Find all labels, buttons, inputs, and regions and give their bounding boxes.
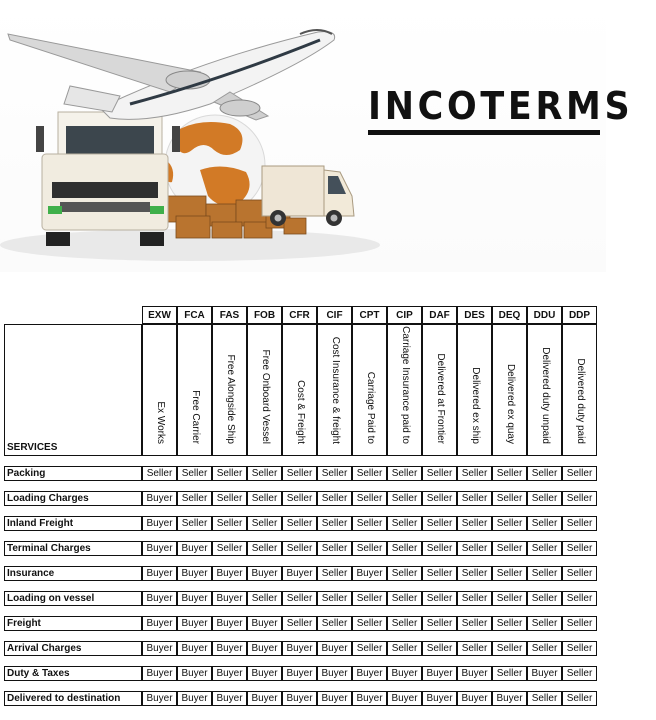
responsibility-cell: Seller (282, 541, 317, 556)
van-icon (262, 166, 354, 226)
responsibility-cell: Seller (562, 616, 597, 631)
responsibility-cell: Buyer (247, 641, 282, 656)
row-gap (4, 506, 597, 516)
responsibility-cell: Seller (352, 541, 387, 556)
responsibility-cell: Seller (282, 491, 317, 506)
row-gap (4, 556, 597, 566)
responsibility-cell: Buyer (282, 666, 317, 681)
responsibility-cell: Buyer (282, 641, 317, 656)
responsibility-cell: Buyer (247, 566, 282, 581)
responsibility-cell: Buyer (247, 666, 282, 681)
title-wrap (368, 84, 656, 128)
responsibility-cell: Seller (562, 466, 597, 481)
responsibility-cell: Seller (422, 591, 457, 606)
service-label: Insurance (4, 566, 142, 581)
responsibility-cell: Seller (527, 466, 562, 481)
responsibility-cell: Seller (422, 466, 457, 481)
term-description-cell (212, 324, 247, 456)
responsibility-cell: Seller (562, 541, 597, 556)
responsibility-cell: Buyer (492, 691, 527, 706)
responsibility-cell: Seller (492, 666, 527, 681)
responsibility-cell: Seller (457, 491, 492, 506)
responsibility-cell: Buyer (317, 641, 352, 656)
service-label: Terminal Charges (4, 541, 142, 556)
row-gap (4, 481, 597, 491)
responsibility-cell: Seller (212, 491, 247, 506)
responsibility-cell: Seller (457, 616, 492, 631)
term-description-cell (282, 324, 317, 456)
responsibility-cell: Seller (527, 591, 562, 606)
responsibility-cell: Seller (492, 491, 527, 506)
responsibility-cell: Seller (282, 616, 317, 631)
responsibility-cell: Seller (212, 466, 247, 481)
service-label: Inland Freight (4, 516, 142, 531)
term-code: DES (457, 306, 492, 324)
responsibility-cell: Buyer (457, 666, 492, 681)
responsibility-cell: Seller (527, 616, 562, 631)
term-description: Free Onboard Vessel (259, 349, 271, 444)
term-description: Ex Works (154, 401, 166, 444)
table-row (4, 641, 597, 656)
responsibility-cell: Seller (492, 591, 527, 606)
responsibility-cell: Buyer (177, 591, 212, 606)
responsibility-cell: Seller (457, 516, 492, 531)
responsibility-cell: Seller (492, 616, 527, 631)
responsibility-cell: Seller (317, 466, 352, 481)
responsibility-cell: Seller (457, 641, 492, 656)
responsibility-cell: Seller (422, 641, 457, 656)
responsibility-cell: Seller (247, 516, 282, 531)
responsibility-cell: Seller (527, 491, 562, 506)
responsibility-cell: Buyer (422, 691, 457, 706)
responsibility-cell: Seller (527, 691, 562, 706)
service-label: Duty & Taxes (4, 666, 142, 681)
responsibility-cell: Buyer (422, 666, 457, 681)
term-description-cell (562, 324, 597, 456)
responsibility-cell: Seller (562, 641, 597, 656)
truck-icon (36, 112, 180, 246)
responsibility-cell: Seller (422, 491, 457, 506)
table-row (4, 616, 597, 631)
responsibility-cell: Seller (282, 466, 317, 481)
responsibility-cell: Seller (387, 516, 422, 531)
service-label: Delivered to destination (4, 691, 142, 706)
responsibility-cell: Seller (282, 591, 317, 606)
table-row (4, 566, 597, 581)
responsibility-cell: Buyer (387, 666, 422, 681)
service-label: Freight (4, 616, 142, 631)
responsibility-cell: Seller (527, 516, 562, 531)
term-description: Free Carrier (189, 390, 201, 444)
responsibility-cell: Buyer (282, 566, 317, 581)
responsibility-cell: Buyer (142, 616, 177, 631)
table-row (4, 541, 597, 556)
term-code: FAS (212, 306, 247, 324)
row-gap (4, 531, 597, 541)
responsibility-cell: Seller (387, 491, 422, 506)
responsibility-cell: Buyer (527, 666, 562, 681)
service-label: Loading on vessel (4, 591, 142, 606)
responsibility-cell: Buyer (177, 641, 212, 656)
responsibility-cell: Buyer (247, 691, 282, 706)
responsibility-cell: Buyer (212, 616, 247, 631)
responsibility-cell: Seller (352, 466, 387, 481)
term-code: CIP (387, 306, 422, 324)
responsibility-cell: Buyer (142, 516, 177, 531)
term-description-cell (492, 324, 527, 456)
table-row (4, 516, 597, 531)
term-code: CFR (282, 306, 317, 324)
services-header: SERVICES (4, 324, 142, 456)
responsibility-cell: Seller (387, 466, 422, 481)
table-row (4, 491, 597, 506)
term-code: DDU (527, 306, 562, 324)
row-gap (4, 631, 597, 641)
row-gap (4, 681, 597, 691)
table-row (4, 691, 597, 706)
term-code: DEQ (492, 306, 527, 324)
responsibility-cell: Seller (422, 516, 457, 531)
term-code: FCA (177, 306, 212, 324)
responsibility-cell: Seller (562, 666, 597, 681)
responsibility-cell: Seller (177, 491, 212, 506)
term-description: Delivered duty paid (574, 358, 586, 444)
blank-corner (4, 306, 142, 324)
term-description-cell (352, 324, 387, 456)
responsibility-cell: Buyer (142, 691, 177, 706)
responsibility-cell: Seller (212, 516, 247, 531)
term-description-cell (177, 324, 212, 456)
responsibility-cell: Buyer (352, 566, 387, 581)
responsibility-cell: Seller (352, 616, 387, 631)
term-code: EXW (142, 306, 177, 324)
responsibility-cell: Seller (492, 516, 527, 531)
responsibility-cell: Buyer (212, 566, 247, 581)
responsibility-cell: Seller (317, 566, 352, 581)
term-description: Cost Insurance & freight (329, 336, 341, 444)
responsibility-cell: Buyer (177, 616, 212, 631)
responsibility-cell: Seller (352, 516, 387, 531)
responsibility-cell: Seller (247, 541, 282, 556)
responsibility-cell: Buyer (387, 691, 422, 706)
responsibility-cell: Buyer (142, 566, 177, 581)
title-underline (368, 130, 600, 135)
responsibility-cell: Seller (562, 691, 597, 706)
term-code: DAF (422, 306, 457, 324)
responsibility-cell: Seller (422, 616, 457, 631)
responsibility-cell: Seller (387, 566, 422, 581)
term-description: Delivered ex ship (469, 367, 481, 444)
page-title: INCOTERMS (368, 84, 634, 128)
responsibility-cell: Seller (492, 541, 527, 556)
responsibility-cell: Seller (387, 541, 422, 556)
responsibility-cell: Buyer (212, 591, 247, 606)
responsibility-cell: Seller (212, 541, 247, 556)
term-description-cell (247, 324, 282, 456)
responsibility-cell: Buyer (212, 641, 247, 656)
term-description: Free Alongside Ship (224, 354, 236, 444)
responsibility-cell: Seller (422, 566, 457, 581)
hero-illustration (0, 0, 634, 272)
logistics-illustration (0, 0, 606, 272)
term-description-cell (387, 324, 422, 456)
responsibility-cell: Buyer (142, 541, 177, 556)
responsibility-cell: Seller (142, 466, 177, 481)
term-code: FOB (247, 306, 282, 324)
responsibility-cell: Seller (352, 491, 387, 506)
row-gap (4, 581, 597, 591)
responsibility-cell: Seller (282, 516, 317, 531)
row-gap (4, 656, 597, 666)
responsibility-cell: Buyer (177, 566, 212, 581)
responsibility-cell: Seller (527, 566, 562, 581)
responsibility-cell: Buyer (457, 691, 492, 706)
responsibility-cell: Buyer (177, 666, 212, 681)
responsibility-cell: Seller (492, 641, 527, 656)
responsibility-cell: Seller (352, 591, 387, 606)
responsibility-cell: Seller (457, 541, 492, 556)
responsibility-cell: Buyer (142, 491, 177, 506)
responsibility-cell: Buyer (317, 691, 352, 706)
responsibility-cell: Seller (562, 591, 597, 606)
responsibility-cell: Seller (247, 491, 282, 506)
table-row (4, 466, 597, 481)
responsibility-cell: Seller (562, 566, 597, 581)
responsibility-cell: Seller (317, 516, 352, 531)
responsibility-cell: Buyer (282, 691, 317, 706)
table-row (4, 591, 597, 606)
responsibility-cell: Buyer (247, 616, 282, 631)
term-code: DDP (562, 306, 597, 324)
airplane-icon (8, 30, 335, 120)
responsibility-cell: Seller (177, 516, 212, 531)
service-label: Loading Charges (4, 491, 142, 506)
term-description-cell (142, 324, 177, 456)
responsibility-cell: Buyer (212, 691, 247, 706)
responsibility-cell: Seller (457, 566, 492, 581)
term-description: Carriage Paid to (364, 371, 376, 444)
table-row (4, 666, 597, 681)
row-gap (4, 606, 597, 616)
row-gap (4, 456, 597, 466)
responsibility-cell: Seller (562, 491, 597, 506)
responsibility-cell: Buyer (352, 666, 387, 681)
responsibility-cell: Buyer (142, 666, 177, 681)
responsibility-cell: Seller (457, 591, 492, 606)
responsibility-cell: Seller (317, 541, 352, 556)
responsibility-cell: Seller (492, 566, 527, 581)
responsibility-cell: Seller (387, 591, 422, 606)
responsibility-cell: Buyer (142, 641, 177, 656)
term-description-cell (422, 324, 457, 456)
responsibility-cell: Seller (387, 616, 422, 631)
responsibility-cell: Seller (247, 591, 282, 606)
incoterms-table (4, 306, 597, 706)
responsibility-cell: Seller (422, 541, 457, 556)
service-label: Arrival Charges (4, 641, 142, 656)
responsibility-cell: Buyer (212, 666, 247, 681)
responsibility-cell: Seller (352, 641, 387, 656)
responsibility-cell: Seller (527, 641, 562, 656)
term-description: Cost & Freight (294, 380, 306, 444)
responsibility-cell: Seller (317, 491, 352, 506)
responsibility-cell: Seller (177, 466, 212, 481)
responsibility-cell: Seller (317, 591, 352, 606)
term-description: Delivered at Frontier (434, 353, 446, 444)
responsibility-cell: Seller (387, 641, 422, 656)
term-code: CPT (352, 306, 387, 324)
term-description: Carriage Insurance paid to (399, 326, 411, 444)
term-description-cell (457, 324, 492, 456)
responsibility-cell: Buyer (317, 666, 352, 681)
responsibility-cell: Seller (457, 466, 492, 481)
responsibility-cell: Buyer (352, 691, 387, 706)
responsibility-cell: Seller (562, 516, 597, 531)
responsibility-cell: Seller (492, 466, 527, 481)
term-desc-row (4, 324, 597, 456)
service-label: Packing (4, 466, 142, 481)
responsibility-cell: Seller (317, 616, 352, 631)
term-description: Delivered ex quay (504, 363, 516, 444)
term-code: CIF (317, 306, 352, 324)
responsibility-cell: Seller (527, 541, 562, 556)
term-description: Delivered duty unpaid (539, 347, 551, 444)
term-description-cell (527, 324, 562, 456)
term-description-cell (317, 324, 352, 456)
responsibility-cell: Buyer (142, 591, 177, 606)
responsibility-cell: Buyer (177, 541, 212, 556)
responsibility-cell: Seller (247, 466, 282, 481)
responsibility-cell: Buyer (177, 691, 212, 706)
